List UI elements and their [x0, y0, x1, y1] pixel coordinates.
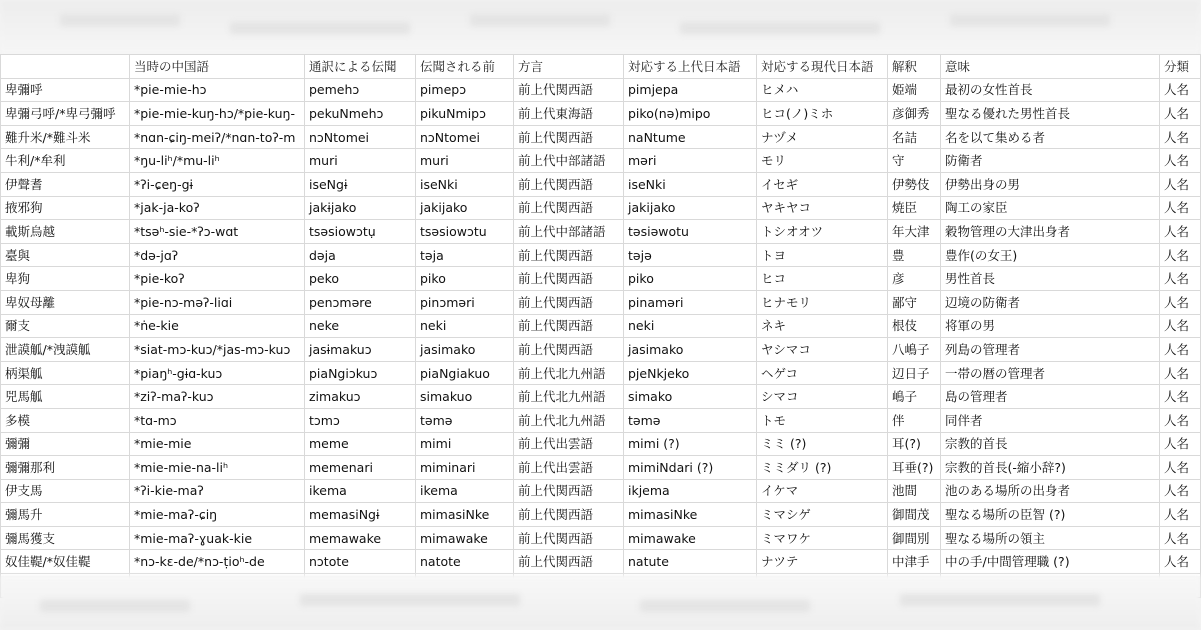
cell-meaning[interactable]: 宗教的首長(-縮小辞?) [941, 456, 1160, 480]
cell-interpretation[interactable]: 伴 [888, 408, 941, 432]
cell-modern-japanese[interactable]: ヘゲコ [757, 361, 888, 385]
cell-modern-japanese[interactable]: ヒナモリ [757, 290, 888, 314]
blurred-header-area [0, 0, 1200, 54]
table-row [1, 526, 1201, 550]
cell-old-japanese[interactable]: mimiNdari (?) [624, 456, 757, 480]
cell-modern-japanese[interactable]: ヤシマコ [757, 338, 888, 362]
blurred-text [640, 600, 810, 612]
cell-dialect[interactable]: 前上代関西語 [514, 196, 624, 220]
cell-modern-japanese[interactable]: ネキ [757, 314, 888, 338]
cell-interpretation[interactable]: 耳垂(?) [888, 456, 941, 480]
cell-interpreted[interactable]: pemehɔ [305, 78, 416, 102]
cell-term[interactable]: 牛利/*牟利 [1, 149, 130, 173]
cell-original[interactable]: piaNgiakuo [416, 361, 514, 385]
cell-modern-japanese[interactable]: ミミ (?) [757, 432, 888, 456]
cell-old-japanese[interactable]: iseNki [624, 172, 757, 196]
cell-modern-japanese[interactable]: シマコ [757, 385, 888, 409]
table-row [1, 314, 1201, 338]
cell-term[interactable]: 臺與 [1, 243, 130, 267]
cell-original[interactable]: pimepɔ [416, 78, 514, 102]
cell-category[interactable]: 人名 [1160, 408, 1201, 432]
cell-interpretation[interactable]: 耳(?) [888, 432, 941, 456]
blurred-text [680, 22, 880, 34]
cell-dialect[interactable]: 前上代出雲語 [514, 432, 624, 456]
cell-interpretation[interactable]: 嶋子 [888, 385, 941, 409]
table-row [1, 243, 1201, 267]
cell-meaning[interactable]: 防衛者 [941, 149, 1160, 173]
cell-category[interactable]: 人名 [1160, 456, 1201, 480]
cell-interpreted[interactable]: memenari [305, 456, 416, 480]
cell-interpretation[interactable]: 辺日子 [888, 361, 941, 385]
cell-interpreted[interactable]: dəja [305, 243, 416, 267]
cell-interpretation[interactable]: 御間別 [888, 526, 941, 550]
blurred-text [900, 594, 1100, 606]
cell-dialect[interactable]: 前上代関西語 [514, 78, 624, 102]
cell-category[interactable]: 人名 [1160, 220, 1201, 244]
cell-modern-japanese[interactable]: トシオオツ [757, 220, 888, 244]
table-row [1, 456, 1201, 480]
cell-modern-japanese[interactable]: イセギ [757, 172, 888, 196]
cell-term[interactable]: 多模 [1, 408, 130, 432]
cell-interpreted[interactable]: iseNgɨ [305, 172, 416, 196]
table-row [1, 361, 1201, 385]
cell-modern-japanese[interactable]: イケマ [757, 479, 888, 503]
cell-modern-japanese[interactable]: ナヅメ [757, 125, 888, 149]
cell-interpretation[interactable]: 姫端 [888, 78, 941, 102]
table-row [1, 550, 1201, 574]
table-row [1, 220, 1201, 244]
cell-chinese[interactable]: *mie-maʔ-ɣuak-kie [130, 526, 305, 550]
cell-modern-japanese[interactable]: ミマワケ [757, 526, 888, 550]
cell-modern-japanese[interactable]: ヒメハ [757, 78, 888, 102]
cell-modern-japanese[interactable]: ヒコ(ノ)ミホ [757, 102, 888, 126]
cell-dialect[interactable]: 前上代関西語 [514, 267, 624, 291]
cell-original[interactable]: mimi [416, 432, 514, 456]
cell-interpreted[interactable]: zimakuɔ [305, 385, 416, 409]
header-cell-chinese[interactable]: 当時の中国語 [130, 55, 305, 79]
cell-old-japanese[interactable]: mimi (?) [624, 432, 757, 456]
cell-old-japanese[interactable]: simako [624, 385, 757, 409]
cell-interpreted[interactable]: jasɨmakuɔ [305, 338, 416, 362]
cell-original[interactable]: miminari [416, 456, 514, 480]
cell-chinese[interactable]: *nɔ-kɛ-de/*nɔ-ṭioʰ-de [130, 550, 305, 574]
header-cell-interpretation[interactable]: 解釈 [888, 55, 941, 79]
cell-dialect[interactable]: 前上代関西語 [514, 290, 624, 314]
cell-category[interactable]: 人名 [1160, 432, 1201, 456]
cell-meaning[interactable]: 宗教的首長 [941, 432, 1160, 456]
cell-category[interactable]: 人名 [1160, 526, 1201, 550]
table-row [1, 479, 1201, 503]
cell-dialect[interactable]: 前上代関西語 [514, 479, 624, 503]
cell-original[interactable]: iseNki [416, 172, 514, 196]
cell-term[interactable]: 掖邪狗 [1, 196, 130, 220]
cell-chinese[interactable]: *ʔi-ɕeŋ-gɨ [130, 172, 305, 196]
header-cell-original[interactable]: 伝聞される前 [416, 55, 514, 79]
cell-old-japanese[interactable]: neki [624, 314, 757, 338]
cell-interpretation[interactable]: 八嶋子 [888, 338, 941, 362]
cell-original[interactable]: jasimako [416, 338, 514, 362]
cell-interpretation[interactable]: 鄙守 [888, 290, 941, 314]
cell-interpretation[interactable]: 御間茂 [888, 503, 941, 527]
cell-interpretation[interactable]: 彦 [888, 267, 941, 291]
table-row [1, 196, 1201, 220]
cell-modern-japanese[interactable]: モリ [757, 149, 888, 173]
cell-chinese[interactable]: *ʔi-kie-maʔ [130, 479, 305, 503]
cell-meaning[interactable]: 豊作(の女王) [941, 243, 1160, 267]
table-row [1, 290, 1201, 314]
blurred-text [230, 22, 410, 34]
cell-original[interactable]: təja [416, 243, 514, 267]
cell-modern-japanese[interactable]: トモ [757, 408, 888, 432]
cell-term[interactable]: 卑彌弓呼/*卑弓彌呼 [1, 102, 130, 126]
cell-original[interactable]: pikuNmipɔ [416, 102, 514, 126]
cell-term[interactable]: 彌彌 [1, 432, 130, 456]
cell-term[interactable]: 彌彌那利 [1, 456, 130, 480]
blurred-text [60, 14, 180, 26]
cell-meaning[interactable]: 陶工の家臣 [941, 196, 1160, 220]
cell-category[interactable]: 人名 [1160, 196, 1201, 220]
cell-modern-japanese[interactable]: ミマシゲ [757, 503, 888, 527]
cell-dialect[interactable]: 前上代中部諸語 [514, 220, 624, 244]
cell-chinese[interactable]: *ṅe-kie [130, 314, 305, 338]
cell-interpreted[interactable]: nɔNtomei [305, 125, 416, 149]
cell-term[interactable]: 伊支馬 [1, 479, 130, 503]
cell-meaning[interactable]: 辺境の防衛者 [941, 290, 1160, 314]
data-table [0, 54, 1201, 598]
cell-old-japanese[interactable]: pjeNkjeko [624, 361, 757, 385]
table-row [1, 149, 1201, 173]
cell-dialect[interactable]: 前上代関西語 [514, 338, 624, 362]
cell-term[interactable]: 柄渠觚 [1, 361, 130, 385]
cell-chinese[interactable]: *siat-mɔ-kuɔ/*jas-mɔ-kuɔ [130, 338, 305, 362]
header-cell-dialect[interactable]: 方言 [514, 55, 624, 79]
cell-old-japanese[interactable]: təmə [624, 408, 757, 432]
cell-chinese[interactable]: *ziʔ-maʔ-kuɔ [130, 385, 305, 409]
cell-category[interactable]: 人名 [1160, 479, 1201, 503]
cell-old-japanese[interactable]: təsiəwotu [624, 220, 757, 244]
cell-old-japanese[interactable]: jasimako [624, 338, 757, 362]
cell-interpreted[interactable]: muri [305, 149, 416, 173]
cell-interpretation[interactable]: 根伎 [888, 314, 941, 338]
cell-category[interactable]: 人名 [1160, 267, 1201, 291]
cell-old-japanese[interactable]: məri [624, 149, 757, 173]
cell-interpreted[interactable]: peko [305, 267, 416, 291]
cell-dialect[interactable]: 前上代関西語 [514, 550, 624, 574]
cell-meaning[interactable]: 聖なる優れた男性首長 [941, 102, 1160, 126]
cell-chinese[interactable]: *mie-maʔ-ɕiŋ [130, 503, 305, 527]
cell-dialect[interactable]: 前上代出雲語 [514, 456, 624, 480]
cell-chinese[interactable]: *də-jɑʔ [130, 243, 305, 267]
cell-category[interactable]: 人名 [1160, 385, 1201, 409]
cell-old-japanese[interactable]: mimawake [624, 526, 757, 550]
cell-meaning[interactable]: 一帯の暦の管理者 [941, 361, 1160, 385]
cell-interpreted[interactable]: memawake [305, 526, 416, 550]
table-row [1, 267, 1201, 291]
cell-category[interactable]: 人名 [1160, 125, 1201, 149]
blurred-text [470, 14, 610, 26]
cell-old-japanese[interactable]: ikjema [624, 479, 757, 503]
cell-category[interactable]: 人名 [1160, 78, 1201, 102]
table-row [1, 408, 1201, 432]
cell-term[interactable]: 卑彌呼 [1, 78, 130, 102]
cell-dialect[interactable]: 前上代北九州語 [514, 361, 624, 385]
cell-meaning[interactable]: 中の手/中間管理職 (?) [941, 550, 1160, 574]
header-cell-interpreted[interactable]: 通訳による伝聞 [305, 55, 416, 79]
cell-meaning[interactable]: 聖なる場所の領主 [941, 526, 1160, 550]
cell-old-japanese[interactable]: təjə [624, 243, 757, 267]
cell-meaning[interactable]: 将軍の男 [941, 314, 1160, 338]
cell-term[interactable]: 載斯烏越 [1, 220, 130, 244]
cell-meaning[interactable]: 同伴者 [941, 408, 1160, 432]
cell-original[interactable]: mimasiNke [416, 503, 514, 527]
table-row [1, 125, 1201, 149]
cell-meaning[interactable]: 最初の女性首長 [941, 78, 1160, 102]
table-row [1, 432, 1201, 456]
cell-modern-japanese[interactable]: トヨ [757, 243, 888, 267]
cell-term[interactable]: 兕馬觚 [1, 385, 130, 409]
cell-term[interactable]: 奴佳鞮/*奴佳鞮 [1, 550, 130, 574]
cell-dialect[interactable]: 前上代関西語 [514, 172, 624, 196]
cell-original[interactable]: pinɔməri [416, 290, 514, 314]
cell-old-japanese[interactable]: jakijako [624, 196, 757, 220]
cell-term[interactable]: 卑奴母離 [1, 290, 130, 314]
cell-dialect[interactable]: 前上代北九州語 [514, 385, 624, 409]
spreadsheet [0, 54, 1200, 576]
cell-modern-japanese[interactable]: ヤキヤコ [757, 196, 888, 220]
cell-original[interactable]: nɔNtomei [416, 125, 514, 149]
cell-chinese[interactable]: *mie-mie [130, 432, 305, 456]
cell-category[interactable]: 人名 [1160, 314, 1201, 338]
cell-term[interactable]: 泄謨觚/*洩謨觚 [1, 338, 130, 362]
cell-category[interactable]: 人名 [1160, 290, 1201, 314]
cell-modern-japanese[interactable]: ナツテ [757, 550, 888, 574]
cell-old-japanese[interactable]: naNtume [624, 125, 757, 149]
header-row [1, 55, 1201, 79]
cell-old-japanese[interactable]: pimjepa [624, 78, 757, 102]
cell-category[interactable]: 人名 [1160, 102, 1201, 126]
cell-meaning[interactable]: 列島の管理者 [941, 338, 1160, 362]
cell-original[interactable]: jakijako [416, 196, 514, 220]
cell-chinese[interactable]: *mie-mie-na-liʰ [130, 456, 305, 480]
table-row [1, 503, 1201, 527]
table-row [1, 338, 1201, 362]
cell-meaning[interactable]: 穀物管理の大津出身者 [941, 220, 1160, 244]
cell-original[interactable]: ikema [416, 479, 514, 503]
cell-original[interactable]: piko [416, 267, 514, 291]
table-row [1, 385, 1201, 409]
cell-old-japanese[interactable]: pinaməri [624, 290, 757, 314]
cell-term[interactable]: 卑狗 [1, 267, 130, 291]
cell-interpreted[interactable]: neke [305, 314, 416, 338]
cell-chinese[interactable]: *pie-mie-kuŋ-hɔ/*pie-kuŋ- [130, 102, 305, 126]
cell-meaning[interactable]: 名を以て集める者 [941, 125, 1160, 149]
cell-modern-japanese[interactable]: ミミダリ (?) [757, 456, 888, 480]
cell-interpreted[interactable]: ikema [305, 479, 416, 503]
cell-meaning[interactable]: 池のある場所の出身者 [941, 479, 1160, 503]
cell-dialect[interactable]: 前上代関西語 [514, 526, 624, 550]
cell-chinese[interactable]: *piaŋʰ-gɨɑ-kuɔ [130, 361, 305, 385]
cell-dialect[interactable]: 前上代関西語 [514, 243, 624, 267]
cell-interpreted[interactable]: memasiNgɨ [305, 503, 416, 527]
cell-chinese[interactable]: *pie-koʔ [130, 267, 305, 291]
cell-interpretation[interactable]: 守 [888, 149, 941, 173]
cell-dialect[interactable]: 前上代関西語 [514, 503, 624, 527]
cell-chinese[interactable]: *tsəʰ-sie-*ʔɔ-wɑt [130, 220, 305, 244]
table-row [1, 172, 1201, 196]
cell-interpreted[interactable]: meme [305, 432, 416, 456]
header-cell-meaning[interactable]: 意味 [941, 55, 1160, 79]
cell-term[interactable]: 難升米/*難斗米 [1, 125, 130, 149]
cell-dialect[interactable]: 前上代関西語 [514, 125, 624, 149]
cell-category[interactable]: 人名 [1160, 149, 1201, 173]
cell-old-japanese[interactable]: mimasiNke [624, 503, 757, 527]
cell-original[interactable]: simakuo [416, 385, 514, 409]
blurred-text [950, 14, 1110, 26]
cell-interpretation[interactable]: 年大津 [888, 220, 941, 244]
cell-original[interactable]: natote [416, 550, 514, 574]
cell-chinese[interactable]: *ŋu-liʰ/*mu-liʰ [130, 149, 305, 173]
cell-dialect[interactable]: 前上代関西語 [514, 314, 624, 338]
header-cell-term[interactable] [1, 55, 130, 79]
cell-chinese[interactable]: *jak-ja-koʔ [130, 196, 305, 220]
header-cell-modern-japanese[interactable]: 対応する現代日本語 [757, 55, 888, 79]
cell-meaning[interactable]: 男性首長 [941, 267, 1160, 291]
cell-interpretation[interactable]: 中津手 [888, 550, 941, 574]
table-row [1, 102, 1201, 126]
cell-interpretation[interactable]: 池間 [888, 479, 941, 503]
cell-interpreted[interactable]: tɔmɔ [305, 408, 416, 432]
cell-interpreted[interactable]: jakɨjako [305, 196, 416, 220]
cell-chinese[interactable]: *nɑn-ɕiŋ-meiʔ/*nɑn-toʔ-m [130, 125, 305, 149]
table-row [1, 78, 1201, 102]
cell-old-japanese[interactable]: natute [624, 550, 757, 574]
cell-interpretation[interactable]: 豊 [888, 243, 941, 267]
cell-original[interactable]: mimawake [416, 526, 514, 550]
cell-chinese[interactable]: *pie-nɔ-məʔ-liɑi [130, 290, 305, 314]
blurred-text [40, 600, 190, 612]
cell-interpretation[interactable]: 伊勢伎 [888, 172, 941, 196]
cell-original[interactable]: neki [416, 314, 514, 338]
cell-original[interactable]: tsəsiowɔtu [416, 220, 514, 244]
cell-chinese[interactable]: *pie-mie-hɔ [130, 78, 305, 102]
cell-interpretation[interactable]: 焼臣 [888, 196, 941, 220]
cell-interpreted[interactable]: pekuNmehɔ [305, 102, 416, 126]
cell-category[interactable]: 人名 [1160, 550, 1201, 574]
cell-dialect[interactable]: 前上代中部諸語 [514, 149, 624, 173]
cell-interpreted[interactable]: tsəsiowɔtụ [305, 220, 416, 244]
cell-interpreted[interactable]: penɔməre [305, 290, 416, 314]
cell-category[interactable]: 人名 [1160, 503, 1201, 527]
header-cell-old-japanese[interactable]: 対応する上代日本語 [624, 55, 757, 79]
cell-interpreted[interactable]: piaNgiɔkuɔ [305, 361, 416, 385]
cell-interpretation[interactable]: 名詰 [888, 125, 941, 149]
cell-category[interactable]: 人名 [1160, 172, 1201, 196]
cell-category[interactable]: 人名 [1160, 243, 1201, 267]
cell-interpretation[interactable]: 彦御秀 [888, 102, 941, 126]
cell-original[interactable]: muri [416, 149, 514, 173]
cell-category[interactable]: 人名 [1160, 361, 1201, 385]
cell-term[interactable]: 爾支 [1, 314, 130, 338]
cell-category[interactable]: 人名 [1160, 338, 1201, 362]
cell-term[interactable]: 彌馬獲支 [1, 526, 130, 550]
blurred-text [300, 594, 520, 606]
cell-chinese[interactable]: *tɑ-mɔ [130, 408, 305, 432]
cell-old-japanese[interactable]: piko [624, 267, 757, 291]
cell-interpreted[interactable]: nɔtote [305, 550, 416, 574]
cell-modern-japanese[interactable]: ヒコ [757, 267, 888, 291]
cell-dialect[interactable]: 前上代北九州語 [514, 408, 624, 432]
cell-term[interactable]: 彌馬升 [1, 503, 130, 527]
cell-old-japanese[interactable]: piko(nə)mipo [624, 102, 757, 126]
cell-term[interactable]: 伊聲耆 [1, 172, 130, 196]
cell-meaning[interactable]: 島の管理者 [941, 385, 1160, 409]
cell-meaning[interactable]: 伊勢出身の男 [941, 172, 1160, 196]
header-cell-category[interactable]: 分類 [1160, 55, 1201, 79]
cell-original[interactable]: təmə [416, 408, 514, 432]
cell-dialect[interactable]: 前上代東海語 [514, 102, 624, 126]
cell-meaning[interactable]: 聖なる場所の臣智 (?) [941, 503, 1160, 527]
